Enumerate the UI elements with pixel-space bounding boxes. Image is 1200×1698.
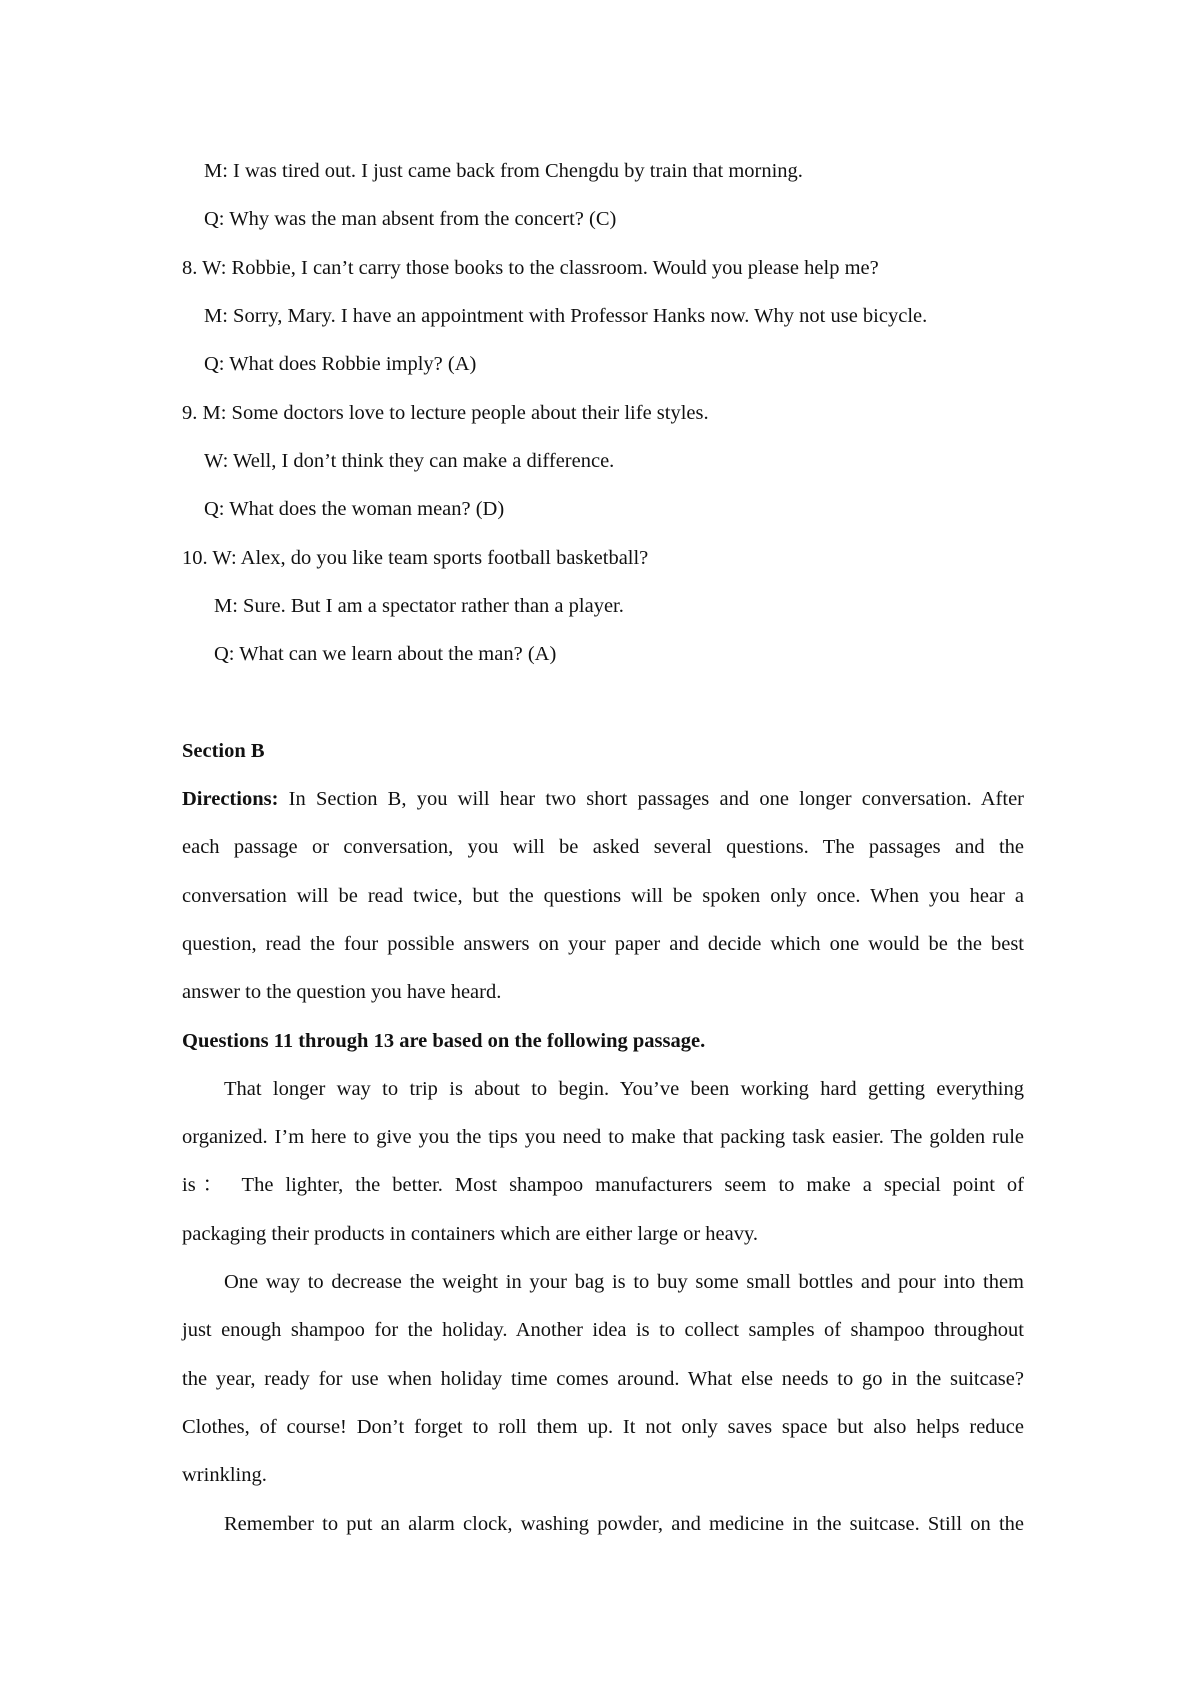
passage-line: organized. I’m here to give you the tips you need to make that packing task easier. The golden rule bbox=[182, 1126, 1024, 1148]
passage-line: wrinkling. bbox=[182, 1464, 267, 1486]
passage-line: is： The lighter, the better. Most shampoo manufacturers seem to make a special point of bbox=[182, 1174, 1024, 1196]
passage-line: Clothes, of course! Don’t forget to roll them up. It not only saves space but also helps reduce bbox=[182, 1416, 1024, 1438]
dialogue-line: Q: What can we learn about the man? (A) bbox=[214, 643, 557, 665]
directions-line: answer to the question you have heard. bbox=[182, 981, 502, 1003]
passage-line: One way to decrease the weight in your bag is to buy some small bottles and pour into them bbox=[224, 1271, 1024, 1293]
dialogue-line: M: Sure. But I am a spectator rather than a player. bbox=[214, 595, 624, 617]
directions-text: In Section B, you will hear two short passages and one longer conversation. After bbox=[278, 788, 1024, 810]
passage-line: the year, ready for use when holiday time comes around. What else needs to go in the suitcase? bbox=[182, 1368, 1024, 1390]
passage-line: That longer way to trip is about to begin. You’ve been working hard getting everything bbox=[224, 1078, 1024, 1100]
dialogue-line: 10. W: Alex, do you like team sports football basketball? bbox=[182, 547, 649, 569]
directions-line: each passage or conversation, you will be asked several questions. The passages and the bbox=[182, 836, 1024, 858]
dialogue-line: 9. M: Some doctors love to lecture people about their life styles. bbox=[182, 402, 709, 424]
dialogue-line: W: Well, I don’t think they can make a difference. bbox=[204, 450, 615, 472]
dialogue-line: M: Sorry, Mary. I have an appointment with Professor Hanks now. Why not use bicycle. bbox=[204, 305, 928, 327]
questions-heading: Questions 11 through 13 are based on the following passage. bbox=[182, 1030, 706, 1052]
dialogue-line: 8. W: Robbie, I can’t carry those books to the classroom. Would you please help me? bbox=[182, 257, 879, 279]
directions-line bbox=[182, 786, 1024, 812]
dialogue-line: Q: What does the woman mean? (D) bbox=[204, 498, 505, 520]
dialogue-line: Q: What does Robbie imply? (A) bbox=[204, 353, 477, 375]
passage-line: packaging their products in containers which are either large or heavy. bbox=[182, 1223, 759, 1245]
directions-label: Directions: bbox=[182, 788, 279, 810]
passage-line: just enough shampoo for the holiday. Another idea is to collect samples of shampoo throughout bbox=[182, 1319, 1024, 1341]
dialogue-line: Q: Why was the man absent from the concert? (C) bbox=[204, 208, 617, 230]
dialogue-line: M: I was tired out. I just came back from Chengdu by train that morning. bbox=[204, 160, 803, 182]
passage-line: Remember to put an alarm clock, washing powder, and medicine in the suitcase. Still on the bbox=[224, 1513, 1024, 1535]
directions-line: question, read the four possible answers on your paper and decide which one would be the best bbox=[182, 933, 1024, 955]
directions-line: conversation will be read twice, but the questions will be spoken only once. When you hear a bbox=[182, 885, 1024, 907]
section-heading: Section B bbox=[182, 740, 265, 762]
